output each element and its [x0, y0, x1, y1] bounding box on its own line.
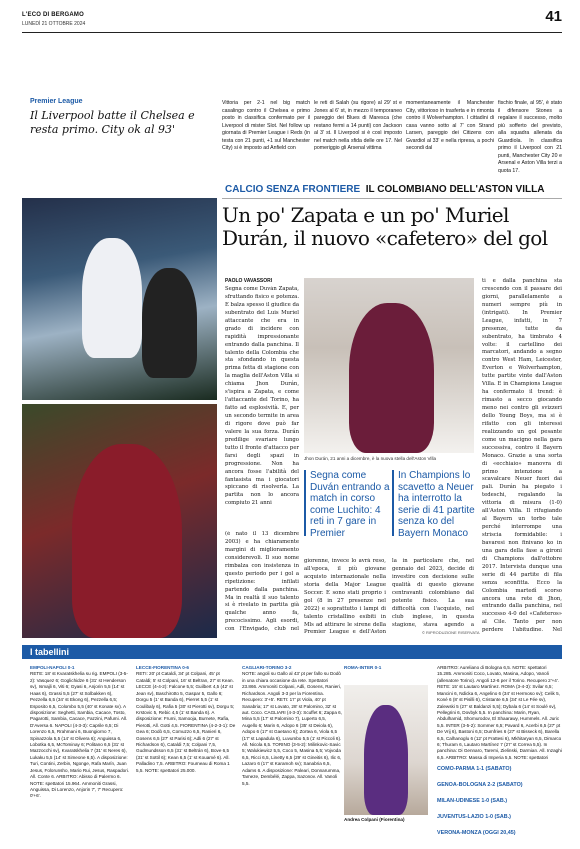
- newspaper-name: L'ECO DI BERGAMO: [22, 12, 84, 18]
- photo-caption: Jhon Durán, 21 anni a dicembre, è la nuova stella dell'Aston Villa: [304, 456, 437, 461]
- copyright-note: © RIPRODUZIONE RISERVATA: [422, 630, 480, 635]
- tabellini-header: [22, 645, 562, 659]
- match-photo-aston-villa: [22, 198, 217, 400]
- pull-quote-1: Segna come Duván entrando a match in corso come Luchito: 4 reti in 7 gare in Premier: [310, 470, 390, 539]
- photo-andrea-colpani: [344, 685, 428, 815]
- brief-column-2: le reti di Salah (su rigore) al 29' st e Jones al 6' st, in mezzo il temporaneo pareggio dei Blues di Maresca (che restano fermi a 14 punti) con Jackson al 3' st. Il Liverpool si è così imposto nel match nella sfida delle ore 17. Nel pomeriggio gli Arsenal vittima: [314, 100, 402, 152]
- player-silhouette: [142, 268, 197, 378]
- brief-kicker: Premier League: [30, 98, 83, 105]
- result-line: VERONA-MONZA (OGGI 20,45): [437, 830, 516, 836]
- issue-date: LUNEDÌ 21 OTTOBRE 2024: [22, 21, 86, 27]
- result-line: COMO-PARMA 1-1 (SABATO): [437, 766, 512, 772]
- player-silhouette: [349, 303, 434, 453]
- header-rule: [22, 32, 562, 33]
- photo-jhon-duran: [304, 278, 474, 453]
- premier-league-brief: [22, 92, 562, 172]
- article-column-1: Segna come Duván Zapata, sfruttando fisico e potenza. E balza spesso il giudice da subentrato del Luis Muriel attaccante che era in grado di incidere con rapidità impressionante entrando dalla panchina. Il talento della Colombia che sta sfondando in questa prima fetta di stagione con la maglia dell'Aston Villa si chiama Jhon Durán, s'ispira a Zapata, e come l'attaccante del Torino, ha fatto ad esplosività. E, per un secondo termite in area di rigore dove può far valere la sua forza. Durán predilige svariare lungo tutto il fronte d'attacco per farsi degli spazi in progressione. Non ha ancora fosse l'abilità del fantasista ma i giocatori spiccano di risolverla. La partita non lo ancora compiuto 21 anni: [225, 286, 299, 507]
- section-rule: [222, 198, 562, 199]
- box-score-column-4a: ROMA-INTER 0-1: [344, 665, 382, 670]
- pull-quote-2: In Champions lo scavetto a Neuer ha interrotto la serie di 41 partite senza ko del Bayern Monaco: [398, 470, 475, 539]
- match-photo-cagliari: [22, 404, 217, 638]
- pull-quote-rule: [392, 470, 394, 536]
- brief-lede: Il Liverpool batte il Chelsea e resta primo. City ok al 93': [30, 109, 195, 136]
- result-line: MILAN-UDINESE 1-0 (SAB.): [437, 798, 508, 804]
- article-author: PAOLO VAVASSORI: [225, 278, 273, 284]
- brief-column-3: momentaneamente il Manchester City, vittorioso in trasferta e in rimonta contro il Wolverhampton. I cittadini di casa vanno sotto al 7' con Strand Larsen, pareggio dei Citizens con Gvardiol al 33' e nella ripresa, a pochi secondi dal: [406, 100, 494, 152]
- box-score-column-2: LECCE-FIORENTINA 0-6 RETI: 20' pt Cataldi, 34' pt Colpani, 45' pt Cataldi; 5' st Colpani, 16' st Beltran, 27' st Kean. LECCE (4-4-2): Falcone 5,5; Guilbert 4,5 (42' st Jean sv), Baschirotto 5, Gaspar 5, Gallo 6; Dorgu 5 (1' st Banda 6), Pierret 5,5 (1' st Coulibaly 6), Rafia 5 (30' st Pierotti sv), Dorgu 5; Krstovic 5, Rebic 4,5 (1' st Banda 6). A disposizione: Frumi, Samooja, Burnete, Rafia, Pierotti, All. Gotti 4,5. FIORENTINA (4-2-3-1): De Gea 6; Dodò 6,5, Comuzzo 6,5, Ranieri 6, Gosens 6,5 (27' st Parisi 6); Adli 6 (27' st Richardson 6), Cataldi 7,5; Colpani 7,5, Gudmundsson 6,5 (31' st Beltrán 6), Bove 6,5 (31' st Sottil 6); Kean 6,5 (1' st Kouamé 6). All. Palladino 7,5. ARBITRO: Fourneau di Roma 1 5,5. NOTE: spettatori 25.000.: [136, 665, 236, 773]
- result-line: GENOA-BOLOGNA 2-2 (SABATO): [437, 782, 523, 788]
- box-score-column-4: ARBITRO: Aureliano di Bologna 6,5. NOTE: spettatori 15.285. Ammoniti Coco, Lovato, Masina, Adopo, Vanoli (allenatore Torino). Angoli 12-6 per il Torino. Recupero 2'+4'. RETE: 15' st Lautaro Martínez. ROMA (3-4-3): Svilar 6,5; Mancini 6, Ndicka 6, Angelino 6 (34' st Hermoso sv); Celik 5, Koné 6 (8' st Pisilli 6), Cristante 6,5 (34' st Le Fée sv), Zalewski 5 (27' st Baldanzi 5,5); Dybala 6 (14' st Soulé sv), Pellegrini 6, Dovbyk 5,5. In panchina: Marin, Ryan, Abdulhamid, Shomurodov, El Shaarawy, Hummels. All. Juric 5,5. INTER (3-5-2): Sommer 6,5; Pavard 6, Acerbi 6,5 (27' pt De Vrij 6), Bastoni 6,5; Dumfries 6 (27' st Bisseck 6), Barella 6,5, Calhanoglu 6 (12' pt Frattesi 6), Mkhitaryan 6,5, Dimarco 6; Thuram 6, Lautaro Martínez 7 (27' st Correa 5,5). In panchina: Di Gennaro, Taremi, Zielinski, Darmian. All. Inzaghi 6,5. ARBITRO: Massa di Imperia 5,5. NOTE: spettatori: [437, 665, 562, 760]
- main-article: [22, 178, 562, 638]
- article-column-5: ti e dalla panchina sta crescendo con il passare dei giorni, parallelamente a numeri sempre più in (intrigati). In Premier League, infatti, in 7 presenze, tutte da subentrato, ha timbrato 4 volte: il cartellino dei marcatori, andando a segno contro West Ham, Leicester, Everton e Wolverhampton, tutte partite vinte dall'Aston Villa. E in Champions League ha confermato il trend: è rimasto a secco giocando meno nei contro gli svizzeri dello Young Boys, ma si è rifatto con gli interessi realizzando un gol pesante come un macigno nella gara successiva, contro il Bayern Monaco. Grazie a una sorta di «ecchiaio» manovra di primo intenzione a scavalcare Neuer fuori dai pali. Durán ha piegato i tedeschi, regalando la vittoria di misura (1-0) all'Aston Villa. Il rifugiando al Bayern un torbo tale perché interrompe una striscia formidabile: i bavaresi non finivano ko in una gara della fase a gironi di Champions dall'ottobre 2017. Intervista dunque una serie di 44 partite di fila senza sconfitta. Ecco la Colombia martedì scorso ancora una rete di Jhon, entrando dalla panchina, nel successo 4-0 del «Cafeteros» al Cile. Tanto per non perdere l'abitudine. Nel: [482, 278, 562, 633]
- other-results: [437, 766, 562, 846]
- page-number: 41: [545, 8, 562, 25]
- article-headline: Un po' Zapata e un po' Muriel Durán, il nuovo «cafetero» del gol: [222, 203, 548, 250]
- player-silhouette: [72, 444, 182, 638]
- article-column-3: giorenne, invece lo avrà reso, all'epoca, il più giovane acquisto internazionale nella storia della Major League Soccer. E sono stati proprio i gol (8 in 27 presenze nel 2022) e soprattutto i lampi di talento cristallino esibiti in Mls ad attirare le sirene della Premier League e dell'Aston: [304, 558, 386, 636]
- tabellini-title: I tabellini: [30, 647, 70, 657]
- page-header: [22, 8, 562, 34]
- tabellini-section: [22, 645, 562, 845]
- article-column-4: la in particolare che, nel gennaio del 2023, decide di investire con decisione sulle qualità di questo giovane centravanti colombiano dal potente fisico. La sua difficoltà con l'acquisto, nel club inglese, in questa stagione, stava agendo a: [392, 558, 474, 628]
- result-line: JUVENTUS-LAZIO 1-0 (SAB.): [437, 814, 511, 820]
- article-column-2: (è nato il 13 dicembre 2003) e ha chiaramente margini di miglioramento considerevoli. Il suo nome rimbalza con insistenza in questo periodo per i gol a ripetizione: infilati partendo dalla panchina. Ma in realtà il suo talento si è rivelato in partita già qualche anno fa, precocissimo. Agli esordi, con l'Envigado, club nel: [225, 531, 299, 631]
- pull-quote-rule: [304, 470, 306, 536]
- brief-column-4: fischio finale, al 95', è stato il difensore Stones a regalare il successo, molto più sofferto del previsto, alla squadra allenata da Guardiola. In classifica primo il Liverpool con 21 punti, Manchester City 20 e Arsenal e Aston Villa terzi a quota 17.: [498, 100, 562, 174]
- box-score-column-1: EMPOLI-NAPOLI 0-1 RETE: 18' st Kvaratskhelia su rig. EMPOLI (3-5-2): Vasquez 6; Goglichidze 6 (31' st Henderson sv), Ismajli 6, Viti 6; Gyasi 6, Anjorin 5,5 (14' st Haas 6), Grassi 5,5 (27' st Solbakken 6), Pezzella 6,5 (34' st Ekong 6), Pezzella 6,5; Esposito 6,5, Colombo 5,5 (40' st Konate sv). A disposizione: Seghetti, Sambia, Cacace, Tosto, Pagarotti, Sambia, Cacace, Fazzini, Pafumi. All. D'Aversa 6. NAPOLI (4-3-3): Caprile 6,5; Di Lorenzo 6,5, Rrahmani 6, Buongiorno 7, Spinazzola 5,5 (14' st Olivera 6); Anguissa 6, Lobotka 6,5, McTominay 6; Politano 6,5 (31' st Mazzocchi sv), Kvaratskhelia 7 (31' st Neres 6), Lukaku 5,5 (14' st Simeone 6,5). A disposizione: Turi, Contini, Zerbin, Ngonge, Rafa Marín, Juan Jesus, Folorunsho, Mario Rui, Jesus, Raspadori. All. Conte 6. ARBITRO: Abisso di Palermo 6. NOTE: spettatori 15.964. Ammoniti Grassi, Anguissa, Di Lorenzo, Anjorin 7', 7' Recupero: 0'+6'.: [30, 665, 130, 799]
- section-kicker: CALCIO SENZA FRONTIERE IL COLOMBIANO DELL'ASTON VILLA: [225, 184, 545, 195]
- player-silhouette: [82, 238, 142, 358]
- colpani-photo-caption: Andrea Colpani (Fiorentina): [344, 817, 405, 822]
- player-silhouette: [364, 705, 408, 815]
- brief-column-1: Vittoria per 2-1 nel big match casalingo contro il Chelsea e primo posto in classifica confermato per il Liverpool di mister Slot. Nel follow up giornata di Premier League i Reds (in testa con 21 punti, +1 sul Manchester City) si è imposto ad Anfield con: [222, 100, 310, 152]
- box-score-column-3: CAGLIARI-TORINO 3-2 NOTE: angoli su Gallo al 43' pt per fallo su Dodò in una chiara occasione da rete. Spettatori 23.866. Ammoniti Colpani, Adli, Gosens, Ranieri, Richardson. Angoli 3-3 per la Fiorentina. Recupero: 3'+5'. RETI: 17' pt Viola, 40' pt Sanabria; 17' st Lovato, 28' st Palomino, 32' st aut. Coco. CAGLIARI (4-3-3): Scuffet 6; Zappa 6, Mina 5,5 (17' st Palomino 7), Luperto 6,5, Augello 6; Marin 6, Adopo 6 (35' st Deiola 6), Adopo 6 (17' st Gaetano 6); Zortea 6, Viola 6,5 (17' st Lapadula 6), Luvumbo 5,5 (1' st Piccoli 6). All. Nicola 6,5. TORINO (3-5-2): Milinkovic-Savic 5; Walukiewicz 5,5, Coco 5, Masina 5,5; Vojvoda 6,5, Ricci 6,5, Linetty 6,5 (29' st Gineitis 6), Ilic 6, Lazaro 6 (17' st Karamoh sv); Sanabria 6,5, Adams 6. A disposizione: Paleari, Donnarumma, Tameze, Dembélé, Zappa, Sazonov. All. Vanoli 5,5.: [242, 665, 342, 786]
